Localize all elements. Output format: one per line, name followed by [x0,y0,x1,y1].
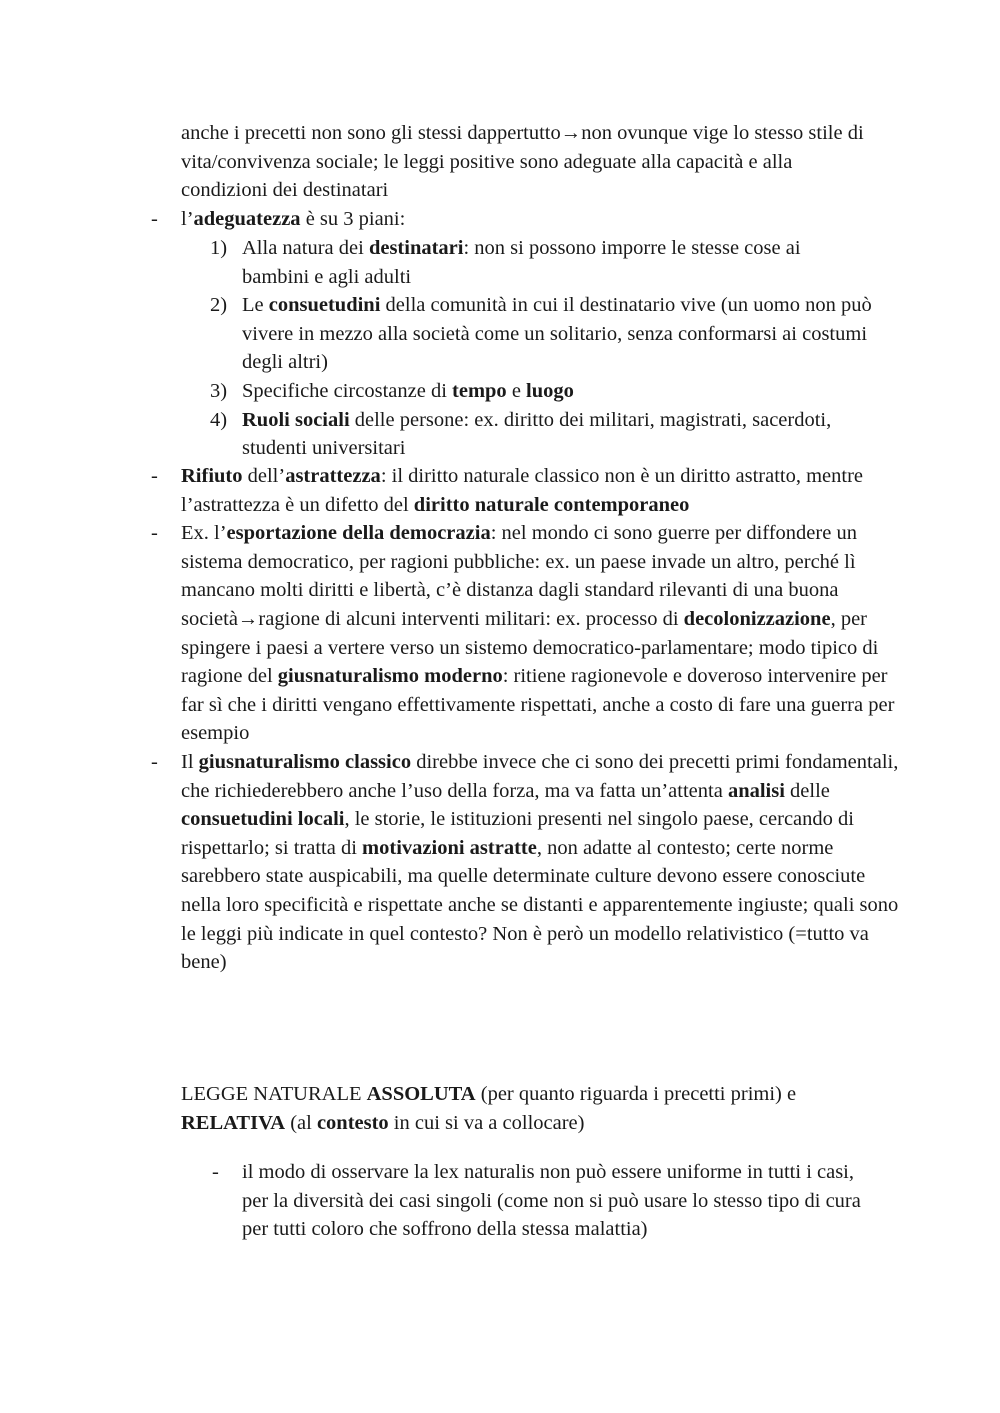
bullet-lex [212,1158,882,1244]
intro-text: anche i precetti non sono gli stessi dappertutto→non ovunque vige lo stesso stile di vita/convivenza sociale; le leggi positive sono adeguate alla capacità e alla condizioni dei destinatari [181,122,864,202]
bullet-adeguatezza [151,205,901,234]
list-item: 1) Alla natura dei destinatari: non si possono imporre le stesse cose ai bambini e agli adulti [242,234,872,291]
list-number: 1) [210,237,228,259]
list-item: 4) Ruoli sociali delle persone: ex. diritto dei militari, magistrati, sacerdoti, studenti universitari [242,406,872,463]
list-number: 3) [210,379,228,402]
bullet-dash: - [151,750,158,773]
bullet-democrazia: - Ex. l’esportazione della democrazia: nel mondo ci sono guerre per diffondere un sistema democratico, per ragioni pubbliche: ex. un paese invade un altro, perché lì mancano molti diritti e libertà, c’è distanza dagli standard rilevanti di una buona società→ragione di alcuni interventi militari: ex. processo di decolonizzazione, per spingere i paesi a vertere verso un sistemo democratico-parlamentare; modo tipico di ragione del giusnaturalismo moderno: ritiene ragionevole e doveroso intervenire per far sì che i diritti vengano effettivamente rispettati, anche a costo di fare una guerra per esempio [181,519,901,748]
bullet-dash: - [151,465,158,487]
bullet-dash: - [212,1161,219,1183]
legge-naturale-paragraph: LEGGE NATURALE ASSOLUTA (per quanto riguarda i precetti primi) e RELATIVA (al contesto in cui si va a collocare) [181,1083,797,1134]
list-item: 2) Le consuetudini della comunità in cui il destinatario vive (un uomo non può vivere in mezzo alla società come un solitario, senza conformarsi ai costumi degli altri) [242,291,872,377]
list-number: 2) [210,294,228,317]
bullet-rifiuto: - Rifiuto dell’astrattezza: il diritto naturale classico non è un diritto astratto, mentre l’astrattezza è un difetto del diritto naturale contemporaneo [181,462,901,519]
planes-list [210,234,872,463]
bullet-dash: - [151,208,158,230]
bullet-classico: - Il giusnaturalismo classico direbbe invece che ci sono dei precetti primi fondamentali, che richiederebbero anche l’uso della forza, ma va fatta un’attenta analisi delle consuetudini locali, le storie, le istituzioni presenti nel singolo paese, cercando di rispettarlo; si tratta di motivazioni astratte, non adatte al contesto; certe norme sarebbero state auspicabili, ma quelle determinate culture devono essere conosciute nella loro specificità e rispettate anche se distanti e apparentemente ingiuste; quali sono le leggi più indicate in quel contesto? Non è però un modello relativistico (=tutto va bene) [181,748,901,977]
list-number: 4) [210,408,228,431]
lex-text: il modo di osservare la lex naturalis non può essere uniforme in tutti i casi, per la diversità dei casi singoli (come non si può usare lo stesso tipo di cura per tutti coloro che soffrono della stessa malattia) [242,1161,861,1241]
list-item: 3) Specifiche circostanze di tempo e luogo [242,377,872,406]
adeguatezza-text: l’adeguatezza è su 3 piani: [181,208,406,230]
intro-paragraph [181,119,881,205]
bullet-dash: - [151,522,158,545]
bullets-group [151,462,901,977]
